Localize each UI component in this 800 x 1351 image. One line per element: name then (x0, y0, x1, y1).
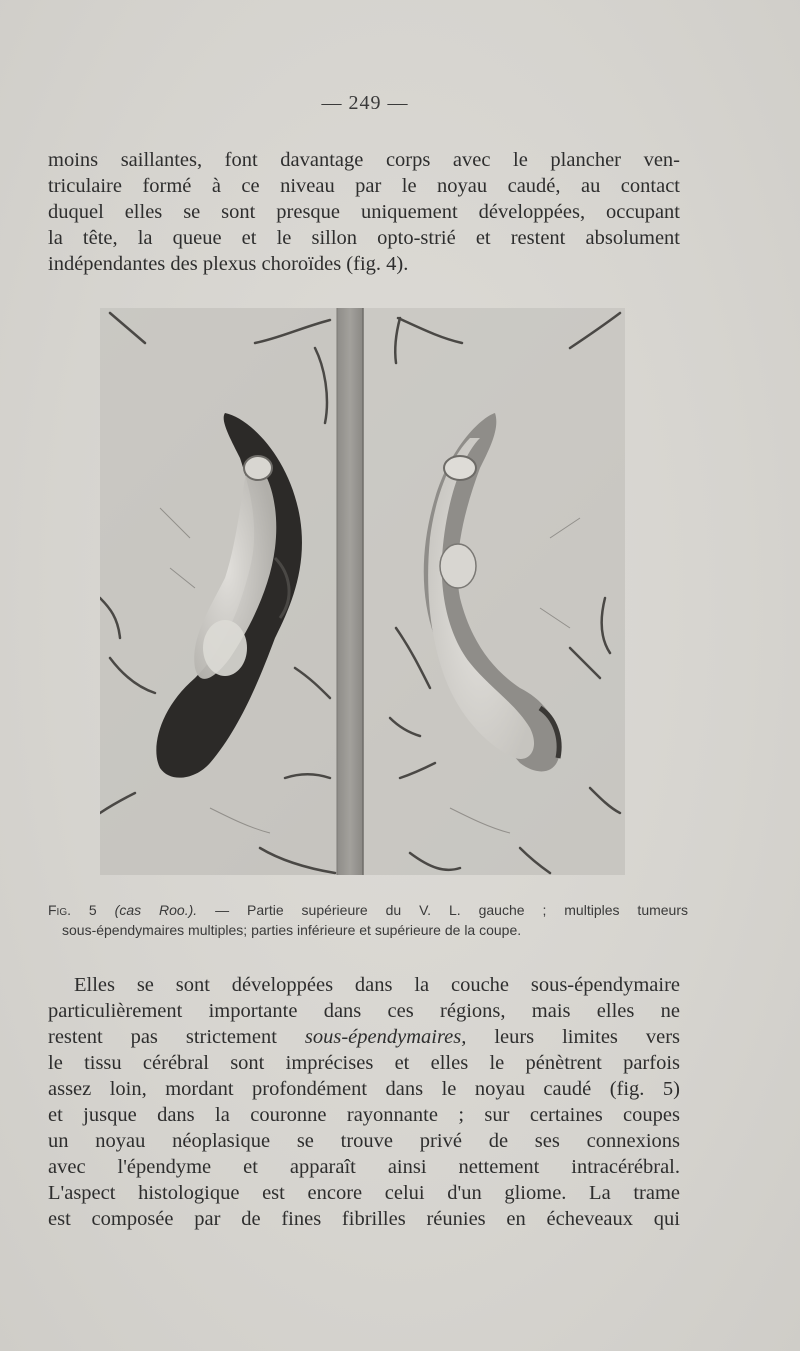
paragraph-line: triculaire formé à ce niveau par le noyau caudé, au contact (48, 175, 680, 197)
paragraph-1 (48, 147, 680, 277)
paragraph-line: le tissu cérébral sont imprécises et elles le pénètrent parfois (48, 1052, 680, 1074)
paragraph-line: L'aspect histologique est encore celui d'un gliome. La trame (48, 1182, 680, 1204)
paragraph-line: moins saillantes, font davantage corps avec le plancher ven- (48, 149, 680, 171)
paragraph-line: est composée par de fines fibrilles réunies en écheveaux qui (48, 1208, 680, 1230)
italic-term: sous-épendymaires, (304, 1026, 467, 1048)
figure-brain-section-photo (100, 308, 625, 875)
paragraph-line-head: restent pas strictement (48, 1026, 305, 1048)
caption-case: (cas Roo.). (114, 902, 198, 918)
paragraph-line: un noyau néoplasique se trouve privé de ses connexions (48, 1130, 680, 1152)
page-number: — 249 — (321, 92, 409, 114)
paragraph-line-with-italic (48, 1024, 680, 1050)
figure-caption (48, 900, 688, 940)
caption-line1-text: — Partie supérieure du V. L. gauche ; multiples tumeurs (197, 902, 689, 918)
caption-line-2: sous-épendymaires multiples; parties inférieure et supérieure de la coupe. (62, 922, 522, 938)
paragraph-line: indépendantes des plexus choroïdes (fig. 4). (48, 253, 409, 275)
caption-line-1 (48, 900, 688, 920)
paragraph-line: avec l'épendyme et apparaît ainsi nettement intracérébral. (48, 1156, 680, 1178)
paragraph-line: duquel elles se sont presque uniquement développées, occupant (48, 201, 680, 223)
paragraph-line: Elles se sont développées dans la couche sous-épendymaire (74, 974, 680, 996)
paragraph-line: et jusque dans la couronne rayonnante ; sur certaines coupes (48, 1104, 680, 1126)
paragraph-line: particulièrement importante dans ces régions, mais elles ne (48, 1000, 680, 1022)
paragraph-line-tail: leurs limites vers (466, 1026, 680, 1048)
brain-section-image (100, 308, 625, 875)
caption-figure-label: Fig. 5 (48, 902, 97, 918)
paragraph-line: assez loin, mordant profondément dans le noyau caudé (fig. 5) (48, 1078, 680, 1100)
paragraph-line: la tête, la queue et le sillon opto-strié et restent absolument (48, 227, 680, 249)
paragraph-2 (48, 972, 680, 1232)
